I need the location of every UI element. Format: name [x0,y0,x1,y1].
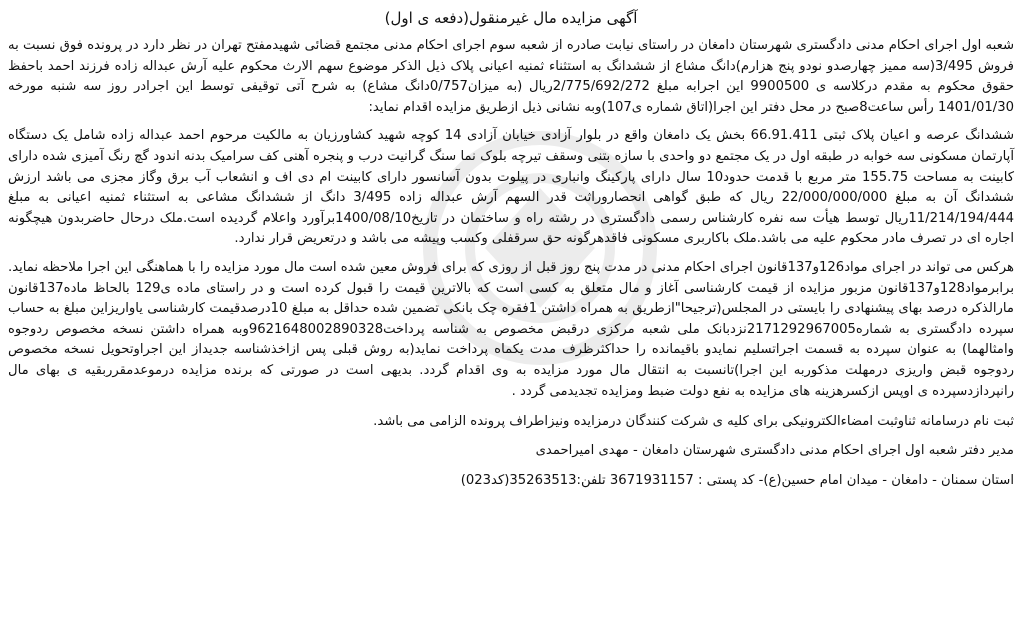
intro-paragraph: شعبه اول اجرای احکام مدنی دادگستری شهرستان دامغان در راستای نیابت صادره از شعبه سوم اجرای احکام مدنی مجتمع قضائی شهیدمفتح تهران در نظر دارد در پرونده فوق نسبت به فروش 3/495(سه ممیز چهارصدو نودو پنج هزارم)دانگ مشاع از ششدانگ به استثناء ثمنیه اعیانی پلاک ذیل الذکر موضوع سهم الارث محکوم علیه آرش عبداله زاده فرزند احمد باحفظ حقوق محکوم به مقدم درکلاسه ی 9900500 این اجرابه مبلغ 2/775/692/272ریال (به میزان0/757دانگ مشاع) به شرح آتی توقیفی توسط این اجرادر روز سه شنبه مورخه 1401/01/30 رأس ساعت8صبح در محل دفتر این اجرا(اتاق شماره ی107)وبه نشانی ذیل ازطریق مزایده اقدام نماید: [8,38,1014,115]
auction-terms-paragraph: هرکس می تواند در اجرای مواد126و137قانون اجرای احکام مدنی در مدت پنج روز قبل از روزی که برای فروش معین شده است مال مورد مزایده را با هماهنگی این اجرا ملاحظه نماید. برابرمواد128و137قانون مزبور مزایده از قیمت کارشناسی آغاز و مال متعلق به کسی است که بالاترین قیمت را قبول کرده است و در راستای ماده ی129 بالحاظ ماده137قانون مارالذکره درصد بهای پیشنهادی را بایستی در المجلس(ترجیحا"ازطریق به همراه داشتن 1فقره چک بانکی تضمین شده حداقل به مبلغ 10درصدقیمت کارشناسی یاواریزاین مبلغ به حساب سپرده دادگستری به شماره2171292967005نزدبانک ملی شعبه مرکزی درقبض مخصوص به شناسه پرداخت9621648002890328وبه همراه داشتن نسخه مخصوص ردوجوه وامثالهما) به عنوان سپرده به قسمت اجراتسلیم نمایدو باقیمانده را حداکثرظرف مدت یکماه پرداخت نماید(به روش قبلی پس ازاخذشناسه جدیداز این اجراوتحویل نسخه مخصوص ردوجوه قبض واریزی درمهلت مذکوربه این اجرا)تانسبت به انتقال مال مورد مزایده به وی اقدام گردد. بدیهی است در صورتی که برنده مزایده درموعدمقرربقیه ی بهای مال رانپردازدسپرده ی اوپس ازکسرهزینه های مزایده به نفع دولت ضبط ومزایده تجدیدمی گردد . [8,259,1015,399]
notice-title: آگهی مزایده مال غیرمنقول(دفعه ی اول) [384,9,638,27]
signature-line: مدیر دفتر شعبه اول اجرای احکام مدنی دادگستری شهرستان دامغان - مهدی امیراحمدی [535,442,1014,458]
property-description-paragraph: ششدانگ عرصه و اعیان پلاک ثبتی 66.91.411 بخش یک دامغان واقع در بلوار آزادی خیابان آزادی 14 کوچه شهید کشاورزیان به مالکیت مرحوم احمد عبداله زاده شامل یک دستگاه آپارتمان مسکونی سه خوابه در طبقه اول در یک مجتمع دو واحدی با سازه بتنی وسقف تیرچه بلوک نما سنگ گرانیت درب و پنجره آهنی کف سرامیک بدنه اندود گچ رنگ آمیزی شده دارای کابینت به مساحت 155.75 متر مربع با قدمت حدود10 سال دارای پارکینگ وانباری در پیلوت بدون آسانسور دارای کابینت ام دی اف و انشعاب آب برق وگاز مجزی می باشد ارزش ششدانگ آن به مبلغ 22/000/000/000 ریال که طبق گواهی انحصاروراثت قدر السهم آرش عبداله زاده 3/495 دانگ از ششدانگ مشاعی به استثناء ثمنیه اعیانی به مبلغ 11/214/194/444ریال توسط هیأت سه نفره کارشناس رسمی دادگستری در رشته راه و ساختمان در تاریخ1400/08/10برآورد واعلام گردیده است.ملک درحال حاضربدون هیچگونه اجاره ای در تصرف مادر محکوم علیه می باشد.ملک باکاربری مسکونی فاقدهرگونه حق سرقفلی وکسب وپیشه می باشد و درتعریض قرار ندارد. [8,128,1014,247]
registration-note: ثبت نام درسامانه ثناوثبت امضاءالکترونیکی برای کلیه ی شرکت کنندگان درمزایده ونیزاطراف پرونده الزامی می باشد. [373,414,1014,430]
address-line: استان سمنان - دامغان - میدان امام حسین(ع)- کد پستی : 3671931157 تلفن:35263513(کد023) [460,473,1014,489]
